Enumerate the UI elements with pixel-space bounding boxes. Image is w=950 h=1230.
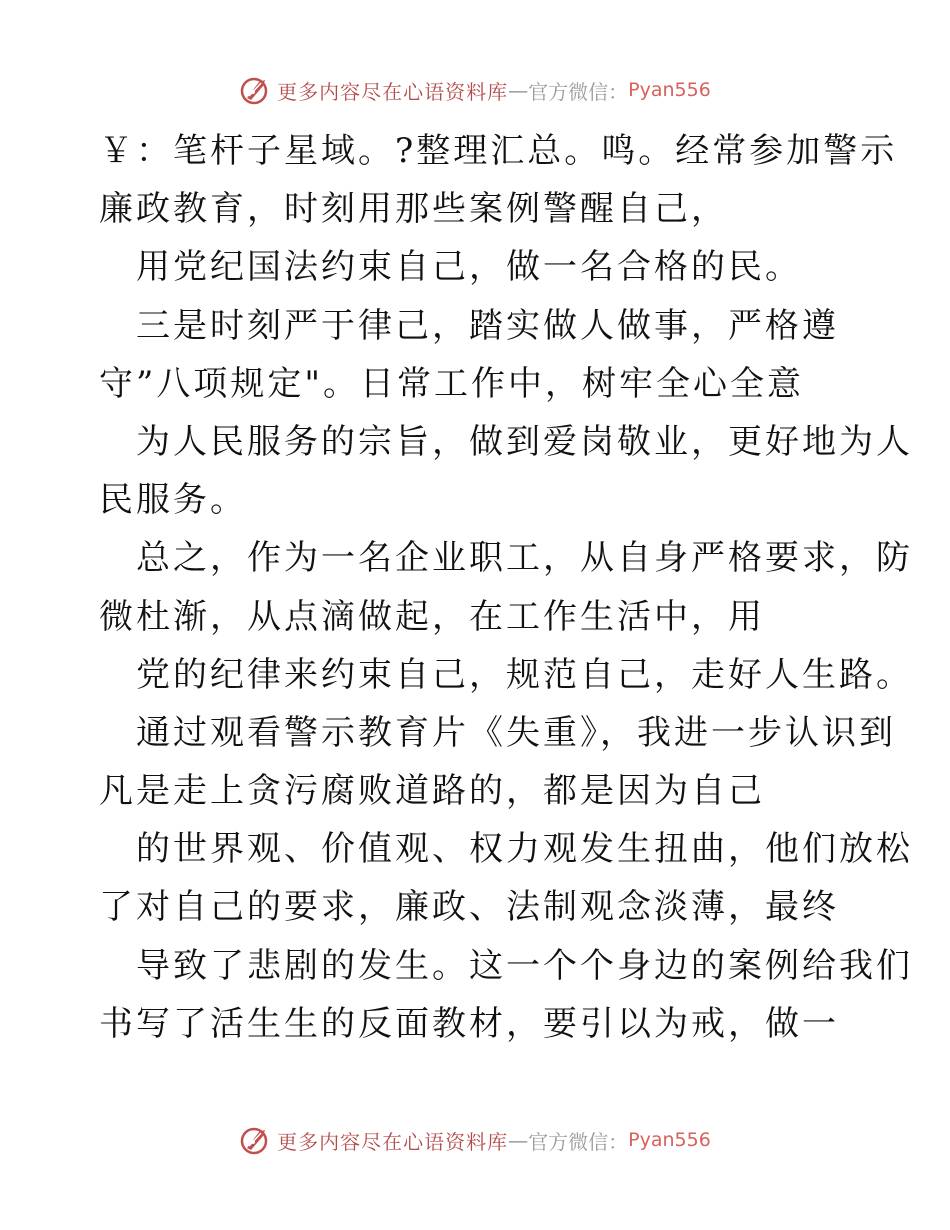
body-line: 守”八项规定"。日常工作中，树牢全心全意 bbox=[99, 363, 805, 404]
body-line: 为人民服务的宗旨，做到爱岗敬业，更好地为人 bbox=[136, 421, 913, 462]
watermark-wechat-id: Pyan556 bbox=[628, 79, 711, 101]
watermark-text: 更多内容尽在心语资料库 bbox=[277, 1129, 509, 1154]
body-line: 凡是走上贪污腐败道路的，都是因为自己 bbox=[99, 771, 765, 812]
header-watermark bbox=[0, 70, 950, 110]
pen-nib-seal-icon bbox=[239, 1124, 271, 1156]
watermark-separator: — bbox=[508, 1128, 529, 1152]
body-line: 书写了活生生的反面教材，要引以为戒，做一 bbox=[99, 1003, 839, 1044]
body-line: 总之，作为一名企业职工，从自身严格要求，防 bbox=[136, 538, 913, 579]
body-line: 民服务。 bbox=[99, 480, 247, 521]
body-line: 党的纪律来约束自己，规范自己，走好人生路。 bbox=[136, 654, 913, 695]
document-body bbox=[0, 122, 950, 1053]
footer-watermark bbox=[0, 1120, 950, 1160]
pen-nib-seal-icon bbox=[239, 74, 271, 106]
watermark-separator: — bbox=[508, 78, 529, 102]
body-line: 了对自己的要求，廉政、法制观念淡薄，最终 bbox=[99, 887, 839, 928]
body-line: 用党纪国法约束自己，做一名合格的民。 bbox=[136, 247, 802, 288]
body-line: 廉政教育，时刻用那些案例警醒自己， bbox=[99, 189, 728, 230]
body-line: 通过观看警示教育片《失重》，我进一步认识到 bbox=[136, 712, 896, 753]
body-line: 导致了悲剧的发生。这一个个身边的案例给我们 bbox=[136, 945, 913, 986]
body-line: ￥：笔杆子星域。?整理汇总。鸣。经常参加警示 bbox=[99, 131, 898, 171]
watermark-wechat-label: 官方微信： bbox=[528, 1129, 629, 1154]
watermark-wechat-label: 官方微信： bbox=[528, 79, 629, 104]
body-line: 三是时刻严于律己，踏实做人做事，严格遵 bbox=[136, 305, 839, 346]
watermark-wechat-id: Pyan556 bbox=[628, 1129, 711, 1151]
body-line: 微杜渐，从点滴做起，在工作生活中，用 bbox=[99, 596, 765, 637]
watermark-text: 更多内容尽在心语资料库 bbox=[277, 79, 509, 104]
body-line: 的世界观、价值观、权力观发生扭曲，他们放松 bbox=[136, 829, 913, 870]
